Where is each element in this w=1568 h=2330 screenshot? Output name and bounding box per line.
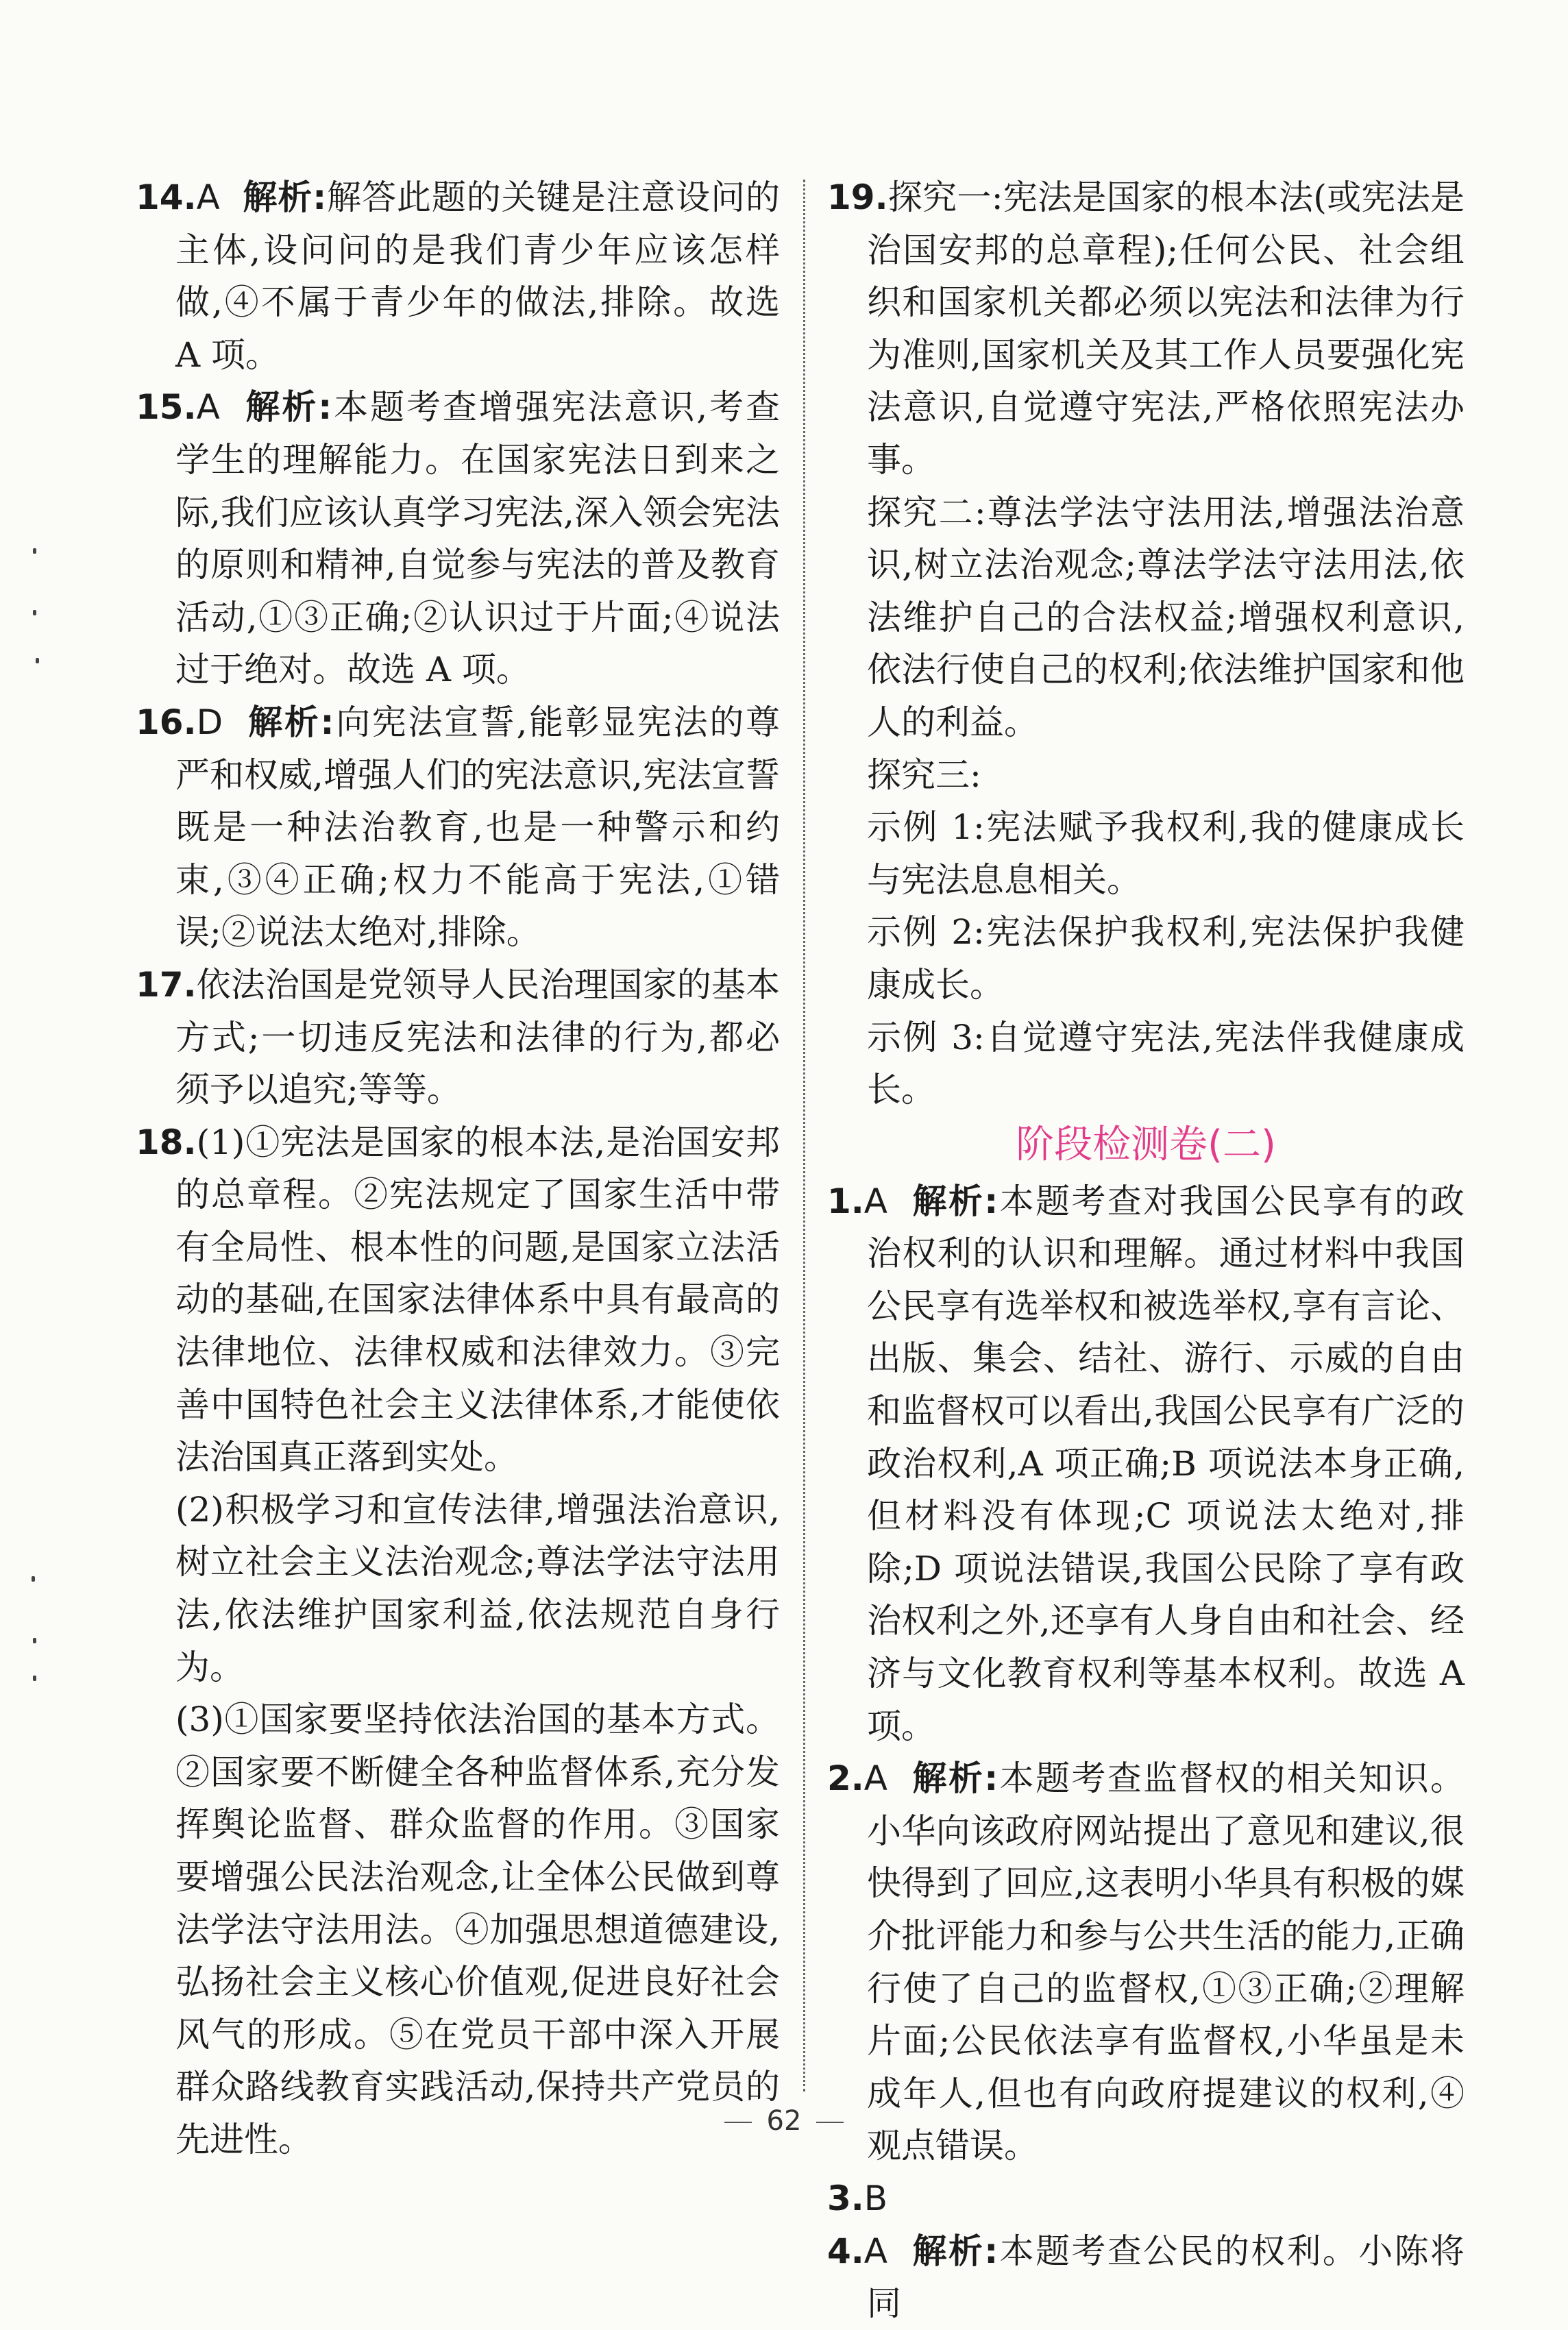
answer-19-part-2: 探究二:尊法学法守法用法,增强法治意识,树立法治观念;尊法学法守法用法,依法维护自己的合法权益;增强权利意识,依法行使自己的权利;依法维护国家和他人的利益。 (867, 492, 1465, 742)
analysis-label: 解析: (912, 2231, 999, 2271)
answer-16 (136, 696, 780, 959)
analysis-text: 解答此题的关键是注意设问的主体,设问问的是我们青少年应该怎样做,④不属于青少年的做法,排除。故选 A 项。 (175, 177, 780, 375)
answer-19-example-1: 示例 1:宪法赋予我权利,我的健康成长与宪法息息相关。 (867, 807, 1465, 900)
question-number: 1. (827, 1181, 864, 1221)
question-number: 18. (136, 1122, 197, 1162)
answer-choice: A (863, 1758, 888, 1799)
answer-19-part-1 (827, 171, 1465, 487)
analysis-label: 解析: (912, 1758, 999, 1799)
scan-speck (33, 548, 36, 554)
right-column (827, 171, 1465, 2330)
left-column (136, 171, 780, 2166)
answer-choice: D (196, 702, 223, 742)
answer-choice: B (863, 2178, 888, 2218)
analysis-label: 解析: (912, 1181, 999, 1221)
question-number: 15. (136, 387, 197, 428)
answer-14 (136, 171, 780, 381)
analysis-label: 解析: (248, 702, 334, 742)
analysis-text: 本题考查监督权的相关知识。小华向该政府网站提出了意见和建议,很快得到了回应,这表明小华具有积极的媒介批评能力和参与公共生活的能力,正确行使了自己的监督权,①③正确;②理解片面;公民依法享有监督权,小华虽是未成年人,但也有向政府提建议的权利,④观点错误。 (867, 1758, 1465, 2166)
answer-text: (1)①宪法是国家的根本法,是治国安邦的总章程。②宪法规定了国家生活中带有全局性、根本性的问题,是国家立法活动的基础,在国家法律体系中具有最高的法律地位、法律权威和法律效力。③完善中国特色社会主义法律体系,才能使依法治国真正落到实处。 (175, 1122, 780, 1477)
footer-dash-right (816, 2122, 844, 2123)
analysis-text: 本题考查对我国公民享有的政治权利的认识和理解。通过材料中我国公民享有选举权和被选举权,享有言论、出版、集会、结社、游行、示威的自由和监督权可以看出,我国公民享有广泛的政治权利,A 项正确;B 项说法本身正确,但材料没有体现;C 项说法太绝对,排除;D 项说法错误,我国公民除了享有政治权利之外,还享有人身自由和社会、经济与文化教育权利等基本权利。故选 A 项。 (867, 1181, 1465, 1746)
answer-19-part-3: 探究三: (867, 755, 981, 795)
answer-text: 探究一:宪法是国家的根本法(或宪法是治国安邦的总章程);任何公民、社会组织和国家机关都必须以宪法和法律为行为准则,国家机关及其工作人员要强化宪法意识,自觉遵守宪法,严格依照宪法办事。 (867, 177, 1465, 480)
question-number: 4. (827, 2231, 864, 2271)
scan-speck (32, 1576, 35, 1582)
answer-19-example-3: 示例 3:自觉遵守宪法,宪法伴我健康成长。 (867, 1017, 1465, 1110)
answer-15 (136, 381, 780, 696)
footer-dash-left (724, 2122, 752, 2123)
page-footer (0, 2105, 1568, 2137)
answer-17 (136, 959, 780, 1116)
question-number: 19. (827, 177, 888, 217)
answer-18-part-3: (3)①国家要坚持依法治国的基本方式。②国家要不断健全各种监督体系,充分发挥舆论监督、群众监督的作用。③国家要增强公民法治观念,让全体公民做到尊法学法守法用法。④加强思想道德建设,弘扬社会主义核心价值观,促进良好社会风气的形成。⑤在党员干部中深入开展群众路线教育实践活动,保持共产党员的先进性。 (175, 1700, 780, 2159)
analysis-text: 本题考查增强宪法意识,考查学生的理解能力。在国家宪法日到来之际,我们应该认真学习宪法,深入领会宪法的原则和精神,自觉参与宪法的普及教育活动,①③正确;②认识过于片面;④说法过于绝对。故选 A 项。 (175, 387, 780, 690)
stage-answer-1 (827, 1175, 1465, 1753)
scan-speck (33, 1638, 36, 1643)
question-number: 2. (827, 1758, 864, 1799)
question-number: 14. (136, 177, 197, 217)
page-number: 62 (766, 2105, 802, 2137)
analysis-text: 本题考查公民的权利。小陈将同 (867, 2231, 1465, 2324)
question-number: 16. (136, 702, 197, 742)
question-number: 17. (136, 964, 197, 1005)
question-number: 3. (827, 2178, 864, 2218)
answer-choice: A (863, 1181, 888, 1221)
answer-19-example-2: 示例 2:宪法保护我权利,宪法保护我健康成长。 (867, 912, 1465, 1005)
analysis-text: 向宪法宣誓,能彰显宪法的尊严和权威,增强人们的宪法意识,宪法宣誓既是一种法治教育,也是一种警示和约束,③④正确;权力不能高于宪法,①错误;②说法太绝对,排除。 (175, 702, 780, 953)
section-title: 阶段检测卷(二) (1016, 1122, 1276, 1167)
answer-18-part-2: (2)积极学习和宣传法律,增强法治意识,树立社会主义法治观念;尊法学法守法用法,依法维护国家利益,依法规范自身行为。 (175, 1489, 780, 1687)
analysis-label: 解析: (243, 177, 327, 217)
answer-choice: A (196, 387, 220, 428)
scan-speck (33, 610, 36, 615)
analysis-label: 解析: (245, 387, 332, 428)
answer-text: 依法治国是党领导人民治理国家的基本方式;一切违反宪法和法律的行为,都必须予以追究;等等。 (175, 964, 780, 1110)
scan-speck (36, 658, 39, 663)
stage-answer-4 (827, 2225, 1465, 2330)
scan-speck (33, 1676, 36, 1681)
answer-choice: A (196, 177, 220, 217)
answer-choice: A (863, 2231, 888, 2271)
stage-answer-3 (827, 2172, 1465, 2225)
answer-18-part-1 (136, 1116, 780, 1484)
column-divider (803, 180, 805, 2092)
